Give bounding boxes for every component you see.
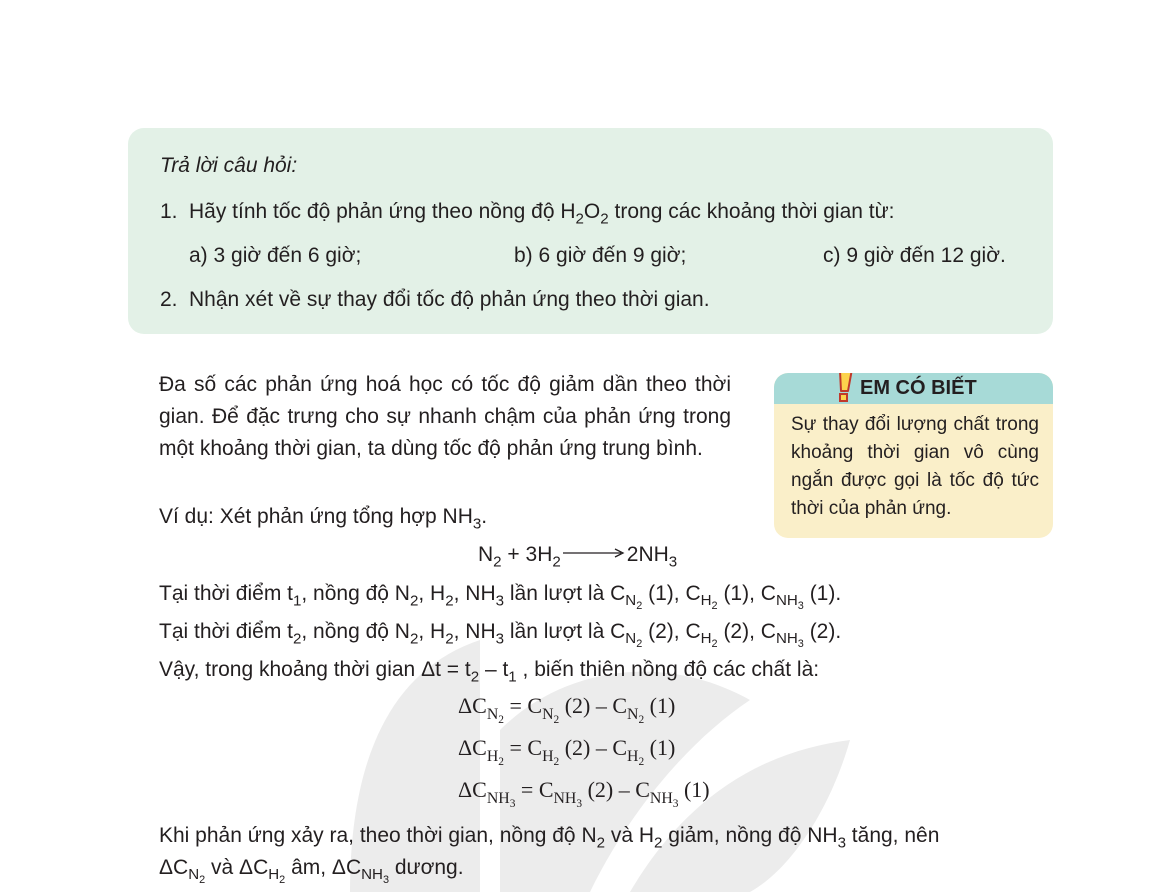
formula-delta-n2: $\Delta C_{N_2} = C_{N_2}$ $(2) - C_{N_2}$ (1) xyxy=(458,693,676,726)
did-you-know-text: Sự thay đổi lượng chất trong khoảng thời gian vô cùng ngắn được gọi là tốc độ tức thời của phản ứng. xyxy=(791,414,1039,519)
reaction-equation: $N_2 + 3H_2$ $2NH_3$ xyxy=(478,543,678,571)
question-1-part-c: c) 9 giờ đến 12 giờ. xyxy=(823,244,1006,267)
did-you-know-box xyxy=(774,373,1053,538)
conclusion-line-2: $\Delta C_{N_2}$ và $\Delta C_{H_2}$ âm, $\Delta C_{NH_3}$ dương. xyxy=(159,856,464,887)
question-heading: Trả lời câu hỏi: xyxy=(160,154,298,177)
question-1-number: 1. xyxy=(160,200,178,223)
conclusion-line-1: Khi phản ứng xảy ra, theo thời gian, nồng độ $N_2$ và $H_2$ giảm, nồng độ $NH_3$ tăng, nên xyxy=(159,824,940,852)
formula-delta-h2: $\Delta C_{H_2} = C_{H_2}$ $(2) - C_{H_2}$ (1) xyxy=(458,735,676,768)
time-line-1: Tại thời điểm $t_1$, nồng độ $N_2$, $H_2$, $NH_3$ lần lượt là $C_{N_2}$ (1), $C_{H_2}$ (1), $C_{NH_3}$ (1). xyxy=(159,582,842,613)
question-2-number: 2. xyxy=(160,288,178,311)
did-you-know-title: EM CÓ BIẾT xyxy=(860,377,977,399)
reaction-arrow-icon xyxy=(563,547,625,559)
interval-line: Vậy, trong khoảng thời gian $\Delta t = t_2 - t_1$ , biến thiên nồng độ các chất là: xyxy=(159,658,820,686)
time-line-2: Tại thời điểm $t_2$, nồng độ $N_2$, $H_2$, $NH_3$ lần lượt là $C_{N_2}$ (2), $C_{H_2}$ (2), $C_{NH_3}$ (2). xyxy=(159,620,842,651)
question-2-text: Nhận xét về sự thay đổi tốc độ phản ứng theo thời gian. xyxy=(189,288,710,311)
main-paragraph: Đa số các phản ứng hoá học có tốc độ giảm dần theo thời gian. Để đặc trưng cho sự nhanh chậm của phản ứng trong một khoảng thời gian, ta dùng tốc độ phản ứng trung bình. xyxy=(159,373,731,460)
exclamation-icon xyxy=(834,373,856,403)
question-1-text: Hãy tính tốc độ phản ứng theo nồng độ $H_2O_2$ trong các khoảng thời gian từ: xyxy=(189,200,895,228)
formula-delta-nh3: $\Delta C_{NH_3} = C_{NH_3}$ $(2) - C_{NH_3}$ (1) xyxy=(458,777,710,810)
did-you-know-header xyxy=(774,373,1053,404)
question-1-part-b: b) 6 giờ đến 9 giờ; xyxy=(514,244,687,267)
example-line: Ví dụ: Xét phản ứng tổng hợp $NH_3$. xyxy=(159,505,488,533)
question-1-part-a: a) 3 giờ đến 6 giờ; xyxy=(189,244,362,267)
